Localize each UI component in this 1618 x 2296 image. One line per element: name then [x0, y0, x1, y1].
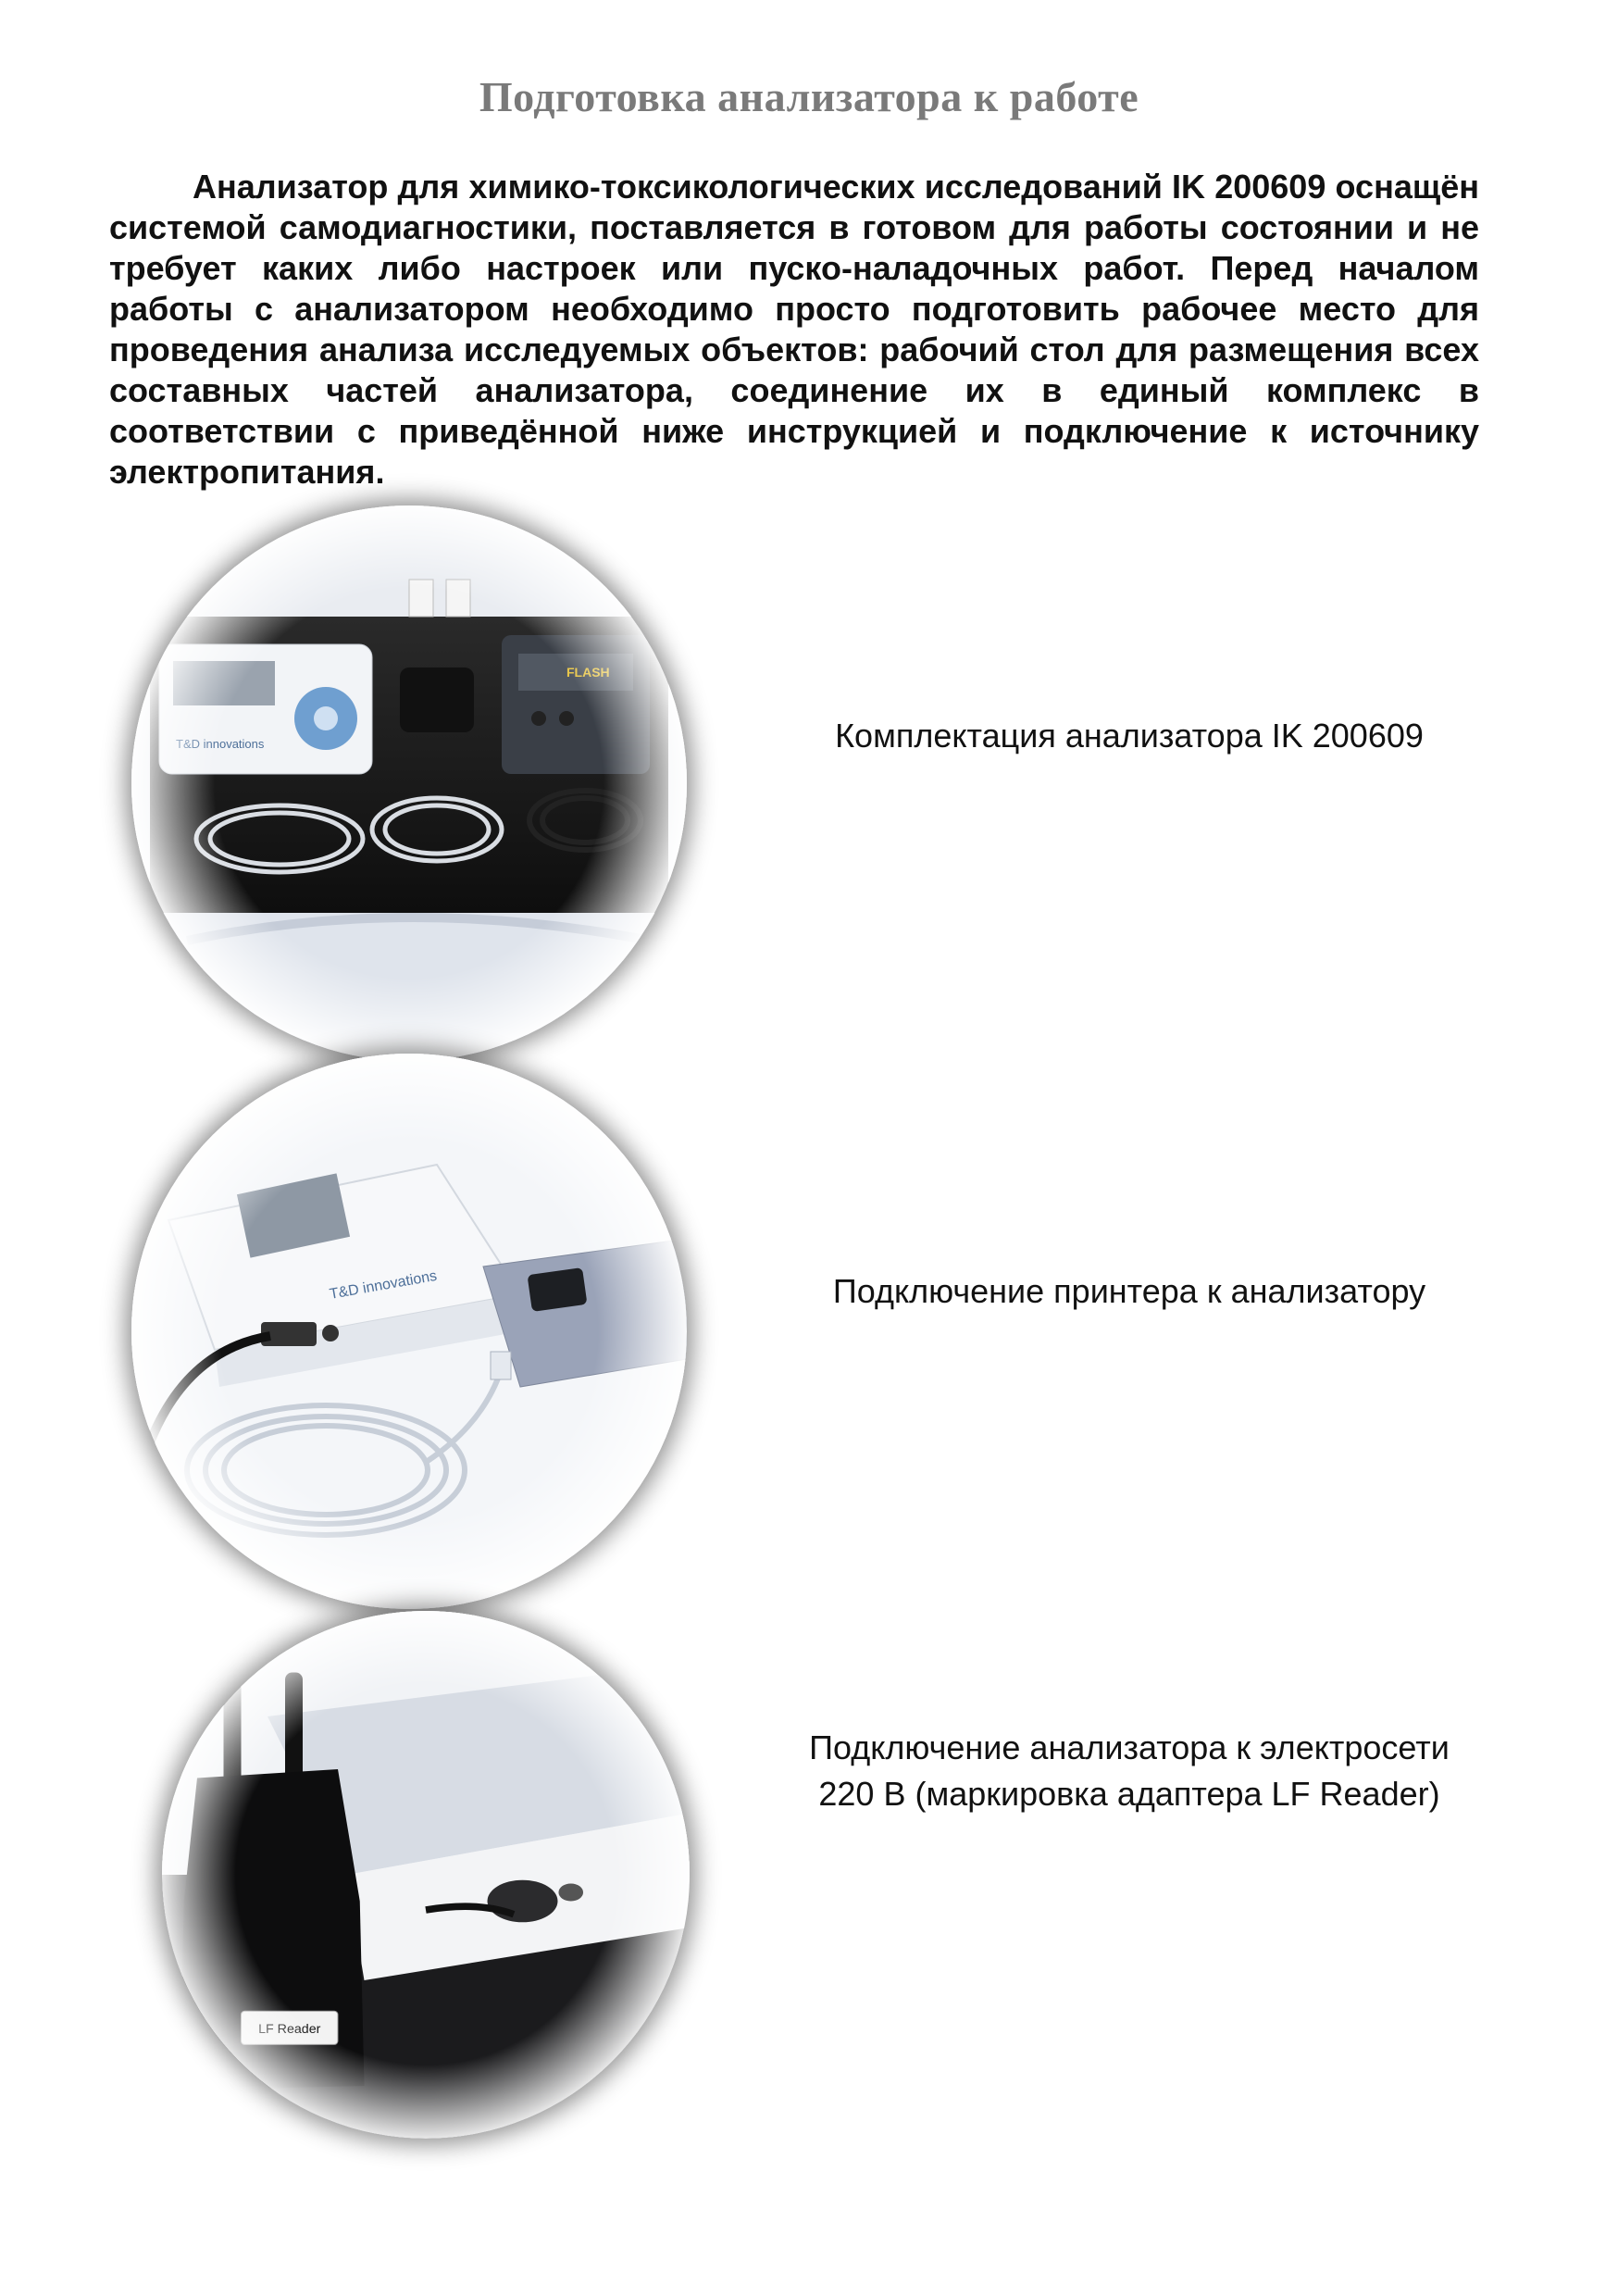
power-caption-line-2: 220 В (маркировка адаптера LF Reader)	[818, 1775, 1440, 1813]
power-caption-line-1: Подключение анализатора к электросети	[809, 1728, 1450, 1766]
power-adapter-photo	[162, 1611, 690, 2139]
printer-connection-caption: Подключение принтера к анализатору	[832, 1272, 1426, 1310]
printer-connection-photo	[131, 1054, 687, 1609]
kit-contents-photo	[131, 505, 687, 1061]
intro-paragraph: Анализатор для химико-токсикологических исследований IK 200609 оснащён системой самодиагностики, поставляется в готовом для работы состоянии и не требует каких либо настроек или пуско-наладочных работ. Перед началом работы с анализатором необходимо просто подготовить рабочее место для проведения анализа исследуемых объектов: рабочий стол для размещения всех составных частей анализатора, соединение их в единый комплекс в соответствии с приведённой ниже инструкцией и подключение к источнику электропитания.	[109, 168, 1479, 491]
power-connection-caption	[768, 1725, 1490, 1817]
page-title: Подготовка анализатора к работе	[479, 73, 1139, 120]
kit-contents-caption: Комплектация анализатора IK 200609	[835, 717, 1424, 755]
